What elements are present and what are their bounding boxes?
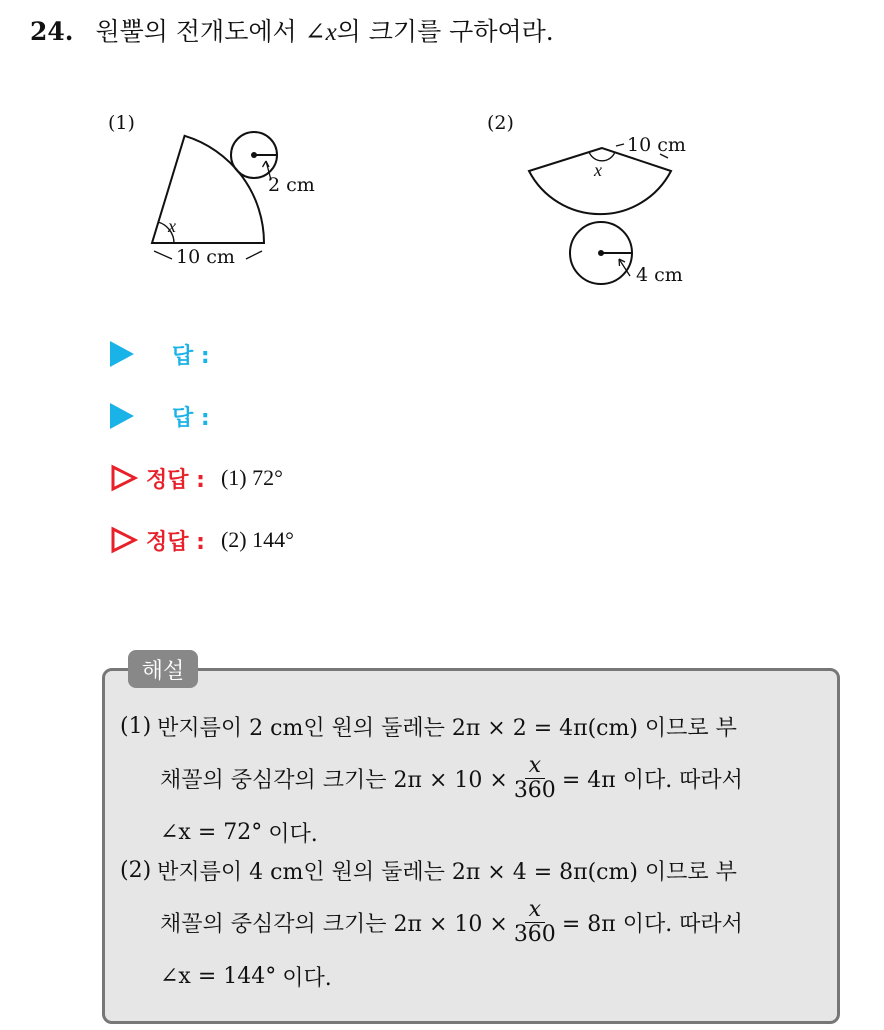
correct-answer-label: 정답 : bbox=[146, 529, 205, 555]
question-number: 24. bbox=[30, 17, 74, 46]
question-text-after: 의 크기를 구하여라. bbox=[336, 17, 554, 46]
solution-math: ∠x = 72° bbox=[160, 819, 263, 845]
fraction-denominator: 360 bbox=[513, 777, 556, 803]
fraction-denominator: 360 bbox=[513, 921, 556, 947]
correct-answer-label: 정답 : bbox=[146, 467, 205, 493]
figure-1-radius-label: 2 cm bbox=[268, 174, 315, 196]
part-number: (2) bbox=[120, 857, 152, 883]
correct-answer-row-2 bbox=[110, 520, 294, 560]
solution-line-3 bbox=[160, 814, 318, 850]
solution-tag: 해설 bbox=[128, 650, 198, 688]
angle-symbol: ∠ bbox=[304, 19, 326, 46]
solution-line-4 bbox=[120, 852, 737, 888]
solution-text: 채꼴의 중심각의 크기는 2π × 10 × bbox=[160, 911, 508, 937]
solution-text: 반지름이 2 cm인 원의 둘레는 2π × 2 = 4π(cm) 이므로 부 bbox=[157, 715, 737, 741]
solution-text: 이다. bbox=[282, 965, 332, 991]
solution-line-2 bbox=[160, 750, 743, 806]
figure-1-length-label: 10 cm bbox=[176, 246, 235, 268]
figure-2-angle-label: x bbox=[594, 160, 602, 180]
answer-row-1 bbox=[110, 334, 210, 374]
correct-answer-value: (1) 72° bbox=[220, 465, 283, 490]
question-text-before: 원뿔의 전개도에서 bbox=[95, 17, 305, 46]
play-triangle-icon bbox=[110, 341, 134, 367]
solution-text: 이다. bbox=[268, 821, 318, 847]
fraction-numerator: x bbox=[525, 898, 545, 923]
solution-line-1 bbox=[120, 708, 737, 744]
fraction bbox=[514, 754, 556, 803]
figure-2-length-label: 10 cm bbox=[627, 134, 686, 156]
answer-label: 답 : bbox=[172, 405, 210, 431]
solution-math: ∠x = 144° bbox=[160, 963, 277, 989]
answer-row-2 bbox=[110, 396, 210, 436]
play-triangle-icon bbox=[110, 403, 134, 429]
solution-text: = 8π 이다. 따라서 bbox=[561, 911, 743, 937]
correct-answer-row-1 bbox=[110, 458, 283, 498]
sector-outline bbox=[529, 148, 671, 214]
figure-2-label: (2) bbox=[487, 112, 514, 134]
solution-text: 반지름이 4 cm인 원의 둘레는 2π × 4 = 8π(cm) 이므로 부 bbox=[157, 859, 737, 885]
fraction-numerator: x bbox=[525, 754, 545, 779]
correct-answer-value: (2) 144° bbox=[220, 527, 294, 552]
solution-line-5 bbox=[160, 894, 743, 950]
fraction bbox=[514, 898, 556, 947]
figure-1-label: (1) bbox=[108, 112, 135, 134]
question-header bbox=[30, 12, 554, 48]
outline-triangle-icon bbox=[110, 464, 138, 492]
question-var: x bbox=[325, 19, 337, 46]
solution-text: = 4π 이다. 따라서 bbox=[561, 767, 743, 793]
figure-1-sector-net bbox=[140, 125, 340, 275]
answer-label: 답 : bbox=[172, 343, 210, 369]
angle-arc bbox=[589, 152, 615, 161]
figure-1-angle-label: x bbox=[168, 216, 176, 236]
figure-2-radius-label: 4 cm bbox=[636, 264, 683, 286]
outline-triangle-icon bbox=[110, 526, 138, 554]
solution-text: 채꼴의 중심각의 크기는 2π × 10 × bbox=[160, 767, 508, 793]
part-number: (1) bbox=[120, 713, 152, 739]
solution-line-6 bbox=[160, 958, 332, 994]
